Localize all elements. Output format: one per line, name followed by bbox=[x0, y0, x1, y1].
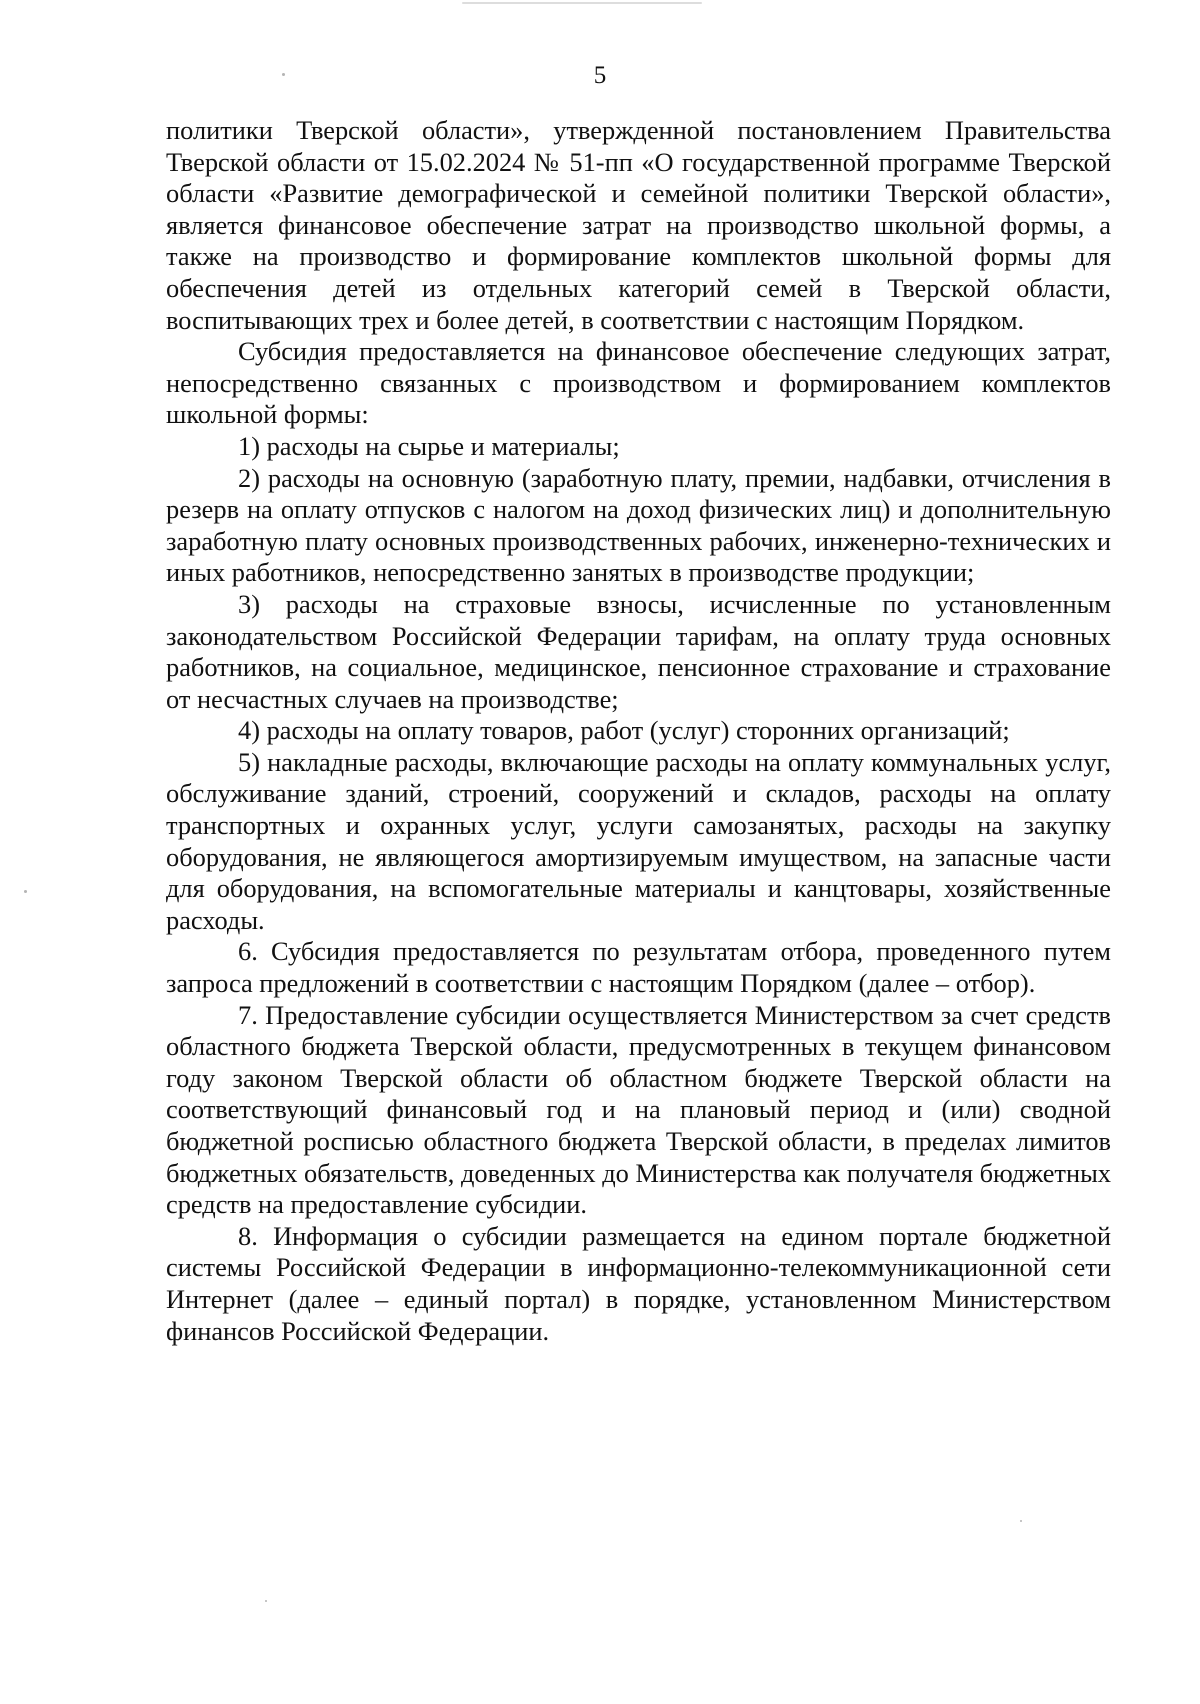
paragraph-subsidy-costs: Субсидия предоставляется на финансовое обеспечение следующих затрат, непосредственно связанных с производством и формированием комплектов школьной формы: bbox=[166, 336, 1111, 430]
clause-7: 7. Предоставление субсидии осуществляется Министерством за счет средств областного бюджета Тверской области, предусмотренных в текущем финансовом году законом Тверской области об областном бюджете Тверской области на соответствующий финансовый год и на плановый период и (или) сводной бюджетной росписью областного бюджета Тверской области, в пределах лимитов бюджетных обязательств, доведенных до Министерства как получателя бюджетных средств на предоставление субсидии. bbox=[166, 999, 1111, 1220]
document-body bbox=[166, 115, 1111, 1347]
list-item-3: 3) расходы на страховые взносы, исчисленные по установленным законодательством Российской Федерации тарифам, на оплату труда основных работников, на социальное, медицинское, пенсионное страхование и страхование от несчастных случаев на производстве; bbox=[166, 588, 1111, 714]
list-item-5: 5) накладные расходы, включающие расходы на оплату коммунальных услуг, обслуживание зданий, строений, сооружений и складов, расходы на оплату транспортных и охранных услуг, услуги самозанятых, расходы на закупку оборудования, не являющегося амортизируемым имуществом, на запасные части для оборудования, на вспомогательные материалы и канцтовары, хозяйственные расходы. bbox=[166, 746, 1111, 935]
list-item-4: 4) расходы на оплату товаров, работ (услуг) сторонних организаций; bbox=[238, 715, 1010, 746]
list-item-1: 1) расходы на сырье и материалы; bbox=[238, 430, 620, 461]
scan-speck bbox=[1020, 1520, 1022, 1522]
paragraph-continuation: политики Тверской области», утвержденной постановлением Правительства Тверской области от 15.02.2024 № 51-пп «О государственной программе Тверской области «Развитие демографической и семейной политики Тверской области», является финансовое обеспечение затрат на производство школьной формы, а также на производство и формирование комплектов школьной формы для обеспечения детей из отдельных категорий семей в Тверской области, воспитывающих трех и более детей, в соответствии с настоящим Порядком. bbox=[166, 115, 1111, 335]
page-number: 5 bbox=[593, 62, 607, 89]
scan-speck bbox=[282, 73, 285, 76]
scan-speck bbox=[462, 2, 702, 4]
clause-6: 6. Субсидия предоставляется по результатам отбора, проведенного путем запроса предложений в соответствии с настоящим Порядком (далее – отбор). bbox=[166, 936, 1111, 999]
scan-speck bbox=[265, 1600, 267, 1602]
scan-speck bbox=[24, 890, 27, 893]
list-item-2: 2) расходы на основную (заработную плату, премии, надбавки, отчисления в резерв на оплату отпусков с налогом на доход физических лиц) и дополнительную заработную плату основных производственных рабочих, инженерно-технических и иных работников, непосредственно занятых в производстве продукции; bbox=[166, 462, 1111, 588]
clause-8: 8. Информация о субсидии размещается на едином портале бюджетной системы Российской Федерации в информационно-телекоммуникационной сети Интернет (далее – единый портал) в порядке, установленном Министерством финансов Российской Федерации. bbox=[166, 1220, 1111, 1346]
